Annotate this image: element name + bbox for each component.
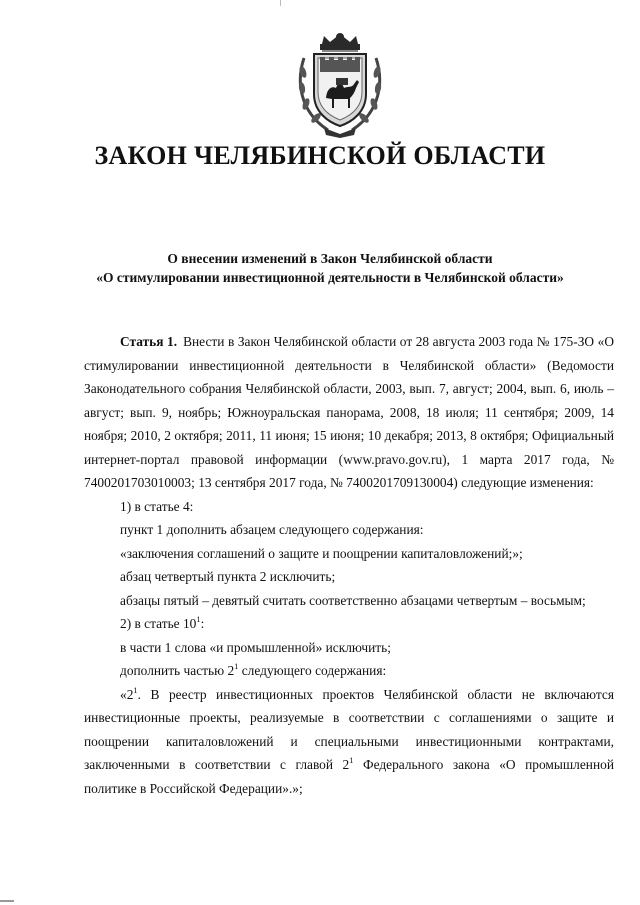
item-2-line-2: [84, 659, 614, 683]
item-1-line-3: абзац четвертый пункта 2 исключить;: [120, 569, 336, 584]
item-1-line-2: «заключения соглашений о защите и поощрении капиталовложений;»;: [120, 545, 523, 561]
coat-of-arms-icon: [294, 32, 386, 138]
article-intro-text: Внести в Закон Челябинской области от 28 августа 2003 года № 175-ЗО «О стимулировании инвестиционной деятельности в Челябинской области» (Ведомости Законодательного собрания Челябинской области, 2003, вып. 7, август; 2004, вып. 6, июль – август; вып. 9, ноябрь; Южноуральская панорама, 2008, 18 июля; 11 сентября; 2009, 14 ноября; 2010, 2 октября; 2011, 11 июня; 15 июня; 10 декабря; 2013, 8 октября; Официальный интернет-портал правовой информации (www.pravo.gov.ru), 1 марта 2017 года, № 7400201703010003; 13 сентября 2017 года, № 7400201709130004) следующие изменения:: [84, 334, 614, 490]
item-2-line-2-tail: следующего содержания:: [238, 663, 387, 678]
scan-mark-top: [280, 0, 281, 6]
item-2-heading: [84, 612, 614, 636]
item-2-heading-text: 2) в статье 10: [120, 616, 197, 631]
item-1-heading: 1) в статье 4:: [120, 498, 194, 514]
subtitle-line-2: «О стимулировании инвестиционной деятельности в Челябинской области»: [96, 270, 564, 285]
superscript: 1: [349, 755, 354, 765]
law-subtitle: [60, 249, 600, 287]
quoted-part-2-1: [84, 683, 614, 801]
subtitle-line-1: О внесении изменений в Закон Челябинской области: [167, 251, 493, 266]
scan-mark-bottom: [0, 900, 14, 902]
item-2-line-1: в части 1 слова «и промышленной» исключить;: [120, 639, 391, 655]
quote-open: «2: [120, 686, 134, 702]
article-1-intro: [84, 330, 614, 495]
superscript: 1: [234, 661, 239, 671]
quote-close: Федерального закона «О промышленной политике в Российской Федерации».»;: [84, 757, 614, 796]
item-2-heading-colon: :: [200, 616, 205, 631]
superscript: 1: [133, 684, 138, 695]
item-1-line-4: абзацы пятый – девятый считать соответственно абзацами четвертым – восьмым;: [120, 592, 586, 608]
law-title: ЗАКОН ЧЕЛЯБИНСКОЙ ОБЛАСТИ: [94, 141, 546, 170]
item-1-line-1: пункт 1 дополнить абзацем следующего содержания:: [120, 522, 424, 537]
law-body: [84, 330, 614, 800]
article-label: Статья 1.: [120, 334, 178, 349]
quote-text: . В реестр инвестиционных проектов Челябинской области не включаются инвестиционные проекты, реализуемые в соответствии с соглашениями о защите и поощрении капиталовложений и специальными инвестиционными контрактами, заключенными в соответствии с главой 2: [84, 686, 614, 772]
superscript: 1: [196, 614, 201, 624]
item-2-line-2-text: дополнить частью 2: [120, 663, 235, 678]
